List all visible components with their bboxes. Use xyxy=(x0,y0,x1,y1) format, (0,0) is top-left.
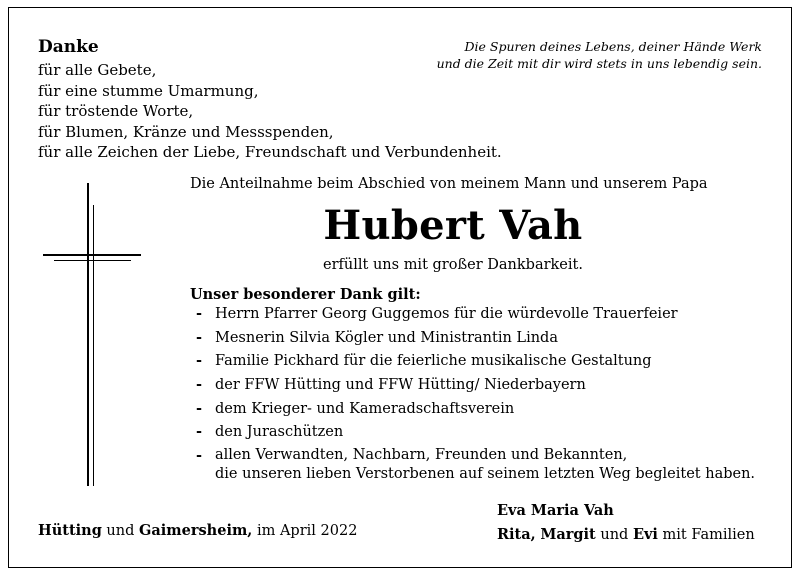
date-text: im April 2022 xyxy=(252,523,358,539)
signature-suffix: mit Familien xyxy=(657,527,755,543)
memorial-quote xyxy=(437,38,762,72)
dash-bullet: - xyxy=(196,352,203,370)
list-item-text: Herrn Pfarrer Georg Guggemos für die würdevolle Trauerfeier xyxy=(215,306,678,322)
signer-name: Margit xyxy=(540,526,596,543)
dash-bullet: - xyxy=(196,328,203,346)
signature-block xyxy=(497,499,755,547)
dash-bullet: - xyxy=(196,305,203,322)
quote-line: Die Spuren deines Lebens, deiner Hände Werk xyxy=(464,39,762,54)
dash-bullet: - xyxy=(196,447,203,465)
list-item xyxy=(196,446,756,483)
special-thanks-list xyxy=(196,304,756,483)
danke-line: für eine stumme Umarmung, xyxy=(38,81,259,100)
dash-bullet: - xyxy=(196,399,203,417)
dash-bullet: - xyxy=(196,376,203,394)
list-item-text: den Juraschützen xyxy=(215,424,344,441)
danke-line: für alle Zeichen der Liebe, Freundschaft und Verbundenheit. xyxy=(38,143,502,161)
danke-line: für tröstende Worte, xyxy=(38,102,194,120)
quote-line: und die Zeit mit dir wird stets in uns lebendig sein. xyxy=(436,56,762,71)
danke-line: für alle Gebete, xyxy=(38,61,157,79)
signer-name: Eva Maria Vah xyxy=(497,502,614,519)
cross-vertical-bar-thin xyxy=(93,205,94,486)
signature-line-1 xyxy=(497,499,755,523)
announcement-intro: Die Anteilnahme beim Abschied von meinem Mann und unserem Papa xyxy=(190,176,708,192)
list-item xyxy=(196,304,755,328)
list-item xyxy=(196,351,755,375)
list-item-text: Mesnerin Silvia Kögler und Ministrantin Linda xyxy=(215,329,558,346)
special-thanks-heading: Unser besonderer Dank gilt: xyxy=(190,286,421,303)
danke-heading: Danke xyxy=(38,37,99,57)
deceased-name: Hubert Vah xyxy=(323,202,583,249)
place-and-date xyxy=(38,522,357,539)
list-item-text: Familie Pickhard für die feierliche musikalische Gestaltung xyxy=(215,353,652,370)
list-item xyxy=(196,399,755,423)
cross-horizontal-bar-thin xyxy=(54,260,131,261)
list-item-text: dem Krieger- und Kameradschaftsverein xyxy=(215,400,515,417)
list-item-text: allen Verwandten, Nachbarn, Freunden und Bekannten, xyxy=(215,447,628,464)
signature-line-2 xyxy=(497,523,755,547)
place-name: Hütting xyxy=(38,522,102,539)
dash-bullet: - xyxy=(196,423,203,441)
list-item xyxy=(196,375,755,399)
cross-vertical-bar xyxy=(87,183,89,486)
list-item xyxy=(196,328,755,352)
conjunction: und xyxy=(101,523,140,539)
signer-name: Rita, xyxy=(497,526,536,543)
cross-horizontal-bar xyxy=(43,254,141,256)
conjunction: und xyxy=(595,527,633,543)
signer-name: Evi xyxy=(632,526,658,543)
danke-list xyxy=(38,60,502,163)
place-name: Gaimersheim, xyxy=(139,522,253,539)
list-item xyxy=(196,422,755,446)
gratitude-line: erfüllt uns mit großer Dankbarkeit. xyxy=(323,257,583,273)
danke-line: für Blumen, Kränze und Messspenden, xyxy=(38,122,334,141)
list-item-continuation: die unseren lieben Verstorbenen auf seinem letzten Weg begleitet haben. xyxy=(215,466,756,483)
list-item-text: der FFW Hütting und FFW Hütting/ Niederbayern xyxy=(215,377,586,394)
